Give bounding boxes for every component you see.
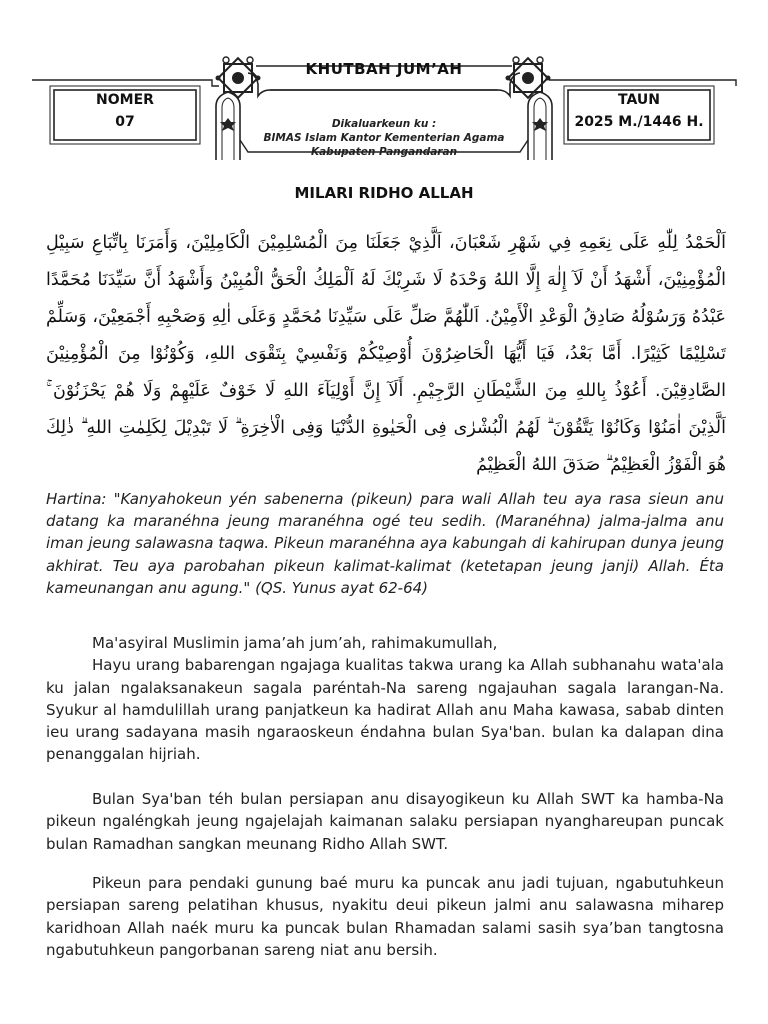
nomer-label: NOMER xyxy=(96,92,154,108)
taun-label: TAUN xyxy=(618,92,660,108)
document-title: MILARI RIDHO ALLAH xyxy=(294,184,474,202)
publisher-line-1: Dikaluarkeun ku : xyxy=(331,118,437,130)
khutbah-header xyxy=(0,0,768,180)
paragraph-3-block xyxy=(46,872,724,961)
paragraph-2: Bulan Sya'ban téh bulan persiapan anu disayogikeun ku Allah SWT ka hamba-Na pikeun ngaléngkah jeung ngajelajah kaimanan salaku persiapan nyanghareupan puncak bulan Ramadhan sangkan meunang Ridho Allah SWT. xyxy=(46,790,724,853)
nomer-value: 07 xyxy=(115,114,135,130)
publisher-info xyxy=(248,117,520,159)
paragraph-2-block xyxy=(46,788,724,855)
header-title: KHUTBAH JUM’AH xyxy=(305,60,463,78)
paragraph-1: Hayu urang babarengan ngajaga kualitas takwa urang ka Allah subhanahu wata'ala ku jalan ngalaksanakeun sagala paréntah-Na sareng ngajauhan sagala larangan-Na. Syukur al hamdulillah urang panjatkeun ka hadirat Allah anu Maha kawasa, sabab dinten ieu urang sadayana masih ngaraoskeun éndahna bulan Sya'ban. bulan ka dalapan dina penanggalan hijriah. xyxy=(46,656,724,764)
taun-value: 2025 M./1446 H. xyxy=(574,114,704,130)
paragraph-3: Pikeun para pendaki gunung baé muru ka puncak anu jadi tujuan, ngabutuhkeun persiapan sareng pelatihan khusus, nyakitu deui pikeun jalmi anu salawasna miharep karidhoan Allah naék muru ka puncak bulan Rhamadan salami sasih sya’ban tangtosna ngabutuhkeun pangorbanan sareng niat anu bersih. xyxy=(46,874,724,959)
publisher-line-2: BIMAS Islam Kantor Kementerian Agama xyxy=(263,132,505,144)
greeting-text: Ma'asyiral Muslimin jama’ah jum’ah, rahimakumullah, xyxy=(92,634,498,652)
arabic-opening-text: اَلْحَمْدُ لِلّٰهِ عَلَى نِعَمِهِ فِي شَهْرِ شَعْبَانَ، اَلَّذِيْ جَعَلَنَا مِنَ الْمُسْلِمِيْنَ الْكَامِلِيْنَ، وَأَمَرَنَا بِاتِّبَاعِ سَبِيْلِ الْمُؤْمِنِيْنَ، أَشْهَدُ أَنْ لَآ إِلٰهَ إِلَّا اللهُ وَحْدَهُ لَا شَرِيْكَ لَهُ اَلْمَلِكُ الْحَقُّ الْمُبِيْنُ وَأَشْهَدُ أَنَّ سَيِّدَنَا مُحَمَّدًا عَبْدُهُ وَرَسُوْلُهُ صَادِقُ الْوَعْدِ الْأَمِيْنُ. اَللّٰهُمَّ صَلِّ عَلَى سَيِّدِنَا مُحَمَّدٍ وَعَلَى اٰلِهِ وَصَحْبِهِ أَجْمَعِيْنَ، وَسَلِّمْ تَسْلِيْمًا كَثِيْرًا. أَمَّا بَعْدُ، فَيَا أَيُّهَا الْحَاضِرُوْنَ أُوْصِيْكُمْ وَنَفْسِيْ بِتَقْوَى اللهِ، وَكُوْنُوْا مِنَ الْمُؤْمِنِيْنَ الصَّادِقِيْنَ. أَعُوْذُ بِاللهِ مِنَ الشَّيْطَانِ الرَّجِيْمِ. أَلَآ إِنَّ أَوْلِيَآءَ اللهِ لَا خَوْفٌ عَلَيْهِمْ وَلَا هُمْ يَحْزَنُوْنَ ۚ اَلَّذِيْنَ اٰمَنُوْا وَكَانُوْا يَتَّقُوْنَ ۗ لَهُمُ الْبُشْرٰى فِى الْحَيٰوةِ الدُّنْيَا وَفِى الْاٰخِرَةِ ۗ لَا تَبْدِيْلَ لِكَلِمٰتِ اللهِ ۗ ذٰلِكَ هُوَ الْفَوْزُ الْعَظِيْمُ ۗ صَدَقَ اللهُ الْعَظِيْمُ xyxy=(46,233,726,475)
greeting-paragraph xyxy=(46,632,724,766)
translation-paragraph: Hartina: "Kanyahokeun yén sabenerna (pikeun) para wali Allah teu aya rasa sieun anu datang ka maranéhna jeung maranéhna ogé teu sedih. (Maranéhna) jalma-jalma anu iman jeung salawasna taqwa. Pikeun maranéhna aya kabungah di kahirupan dunya jeung akhirat. Teu aya parobahan pikeun kalimat-kalimat (ketetapan jeung janji) Allah. Éta kameunangan anu agung." (QS. Yunus ayat 62-64) xyxy=(46,490,724,597)
publisher-line-3: Kabupaten Pangandaran xyxy=(310,146,458,158)
